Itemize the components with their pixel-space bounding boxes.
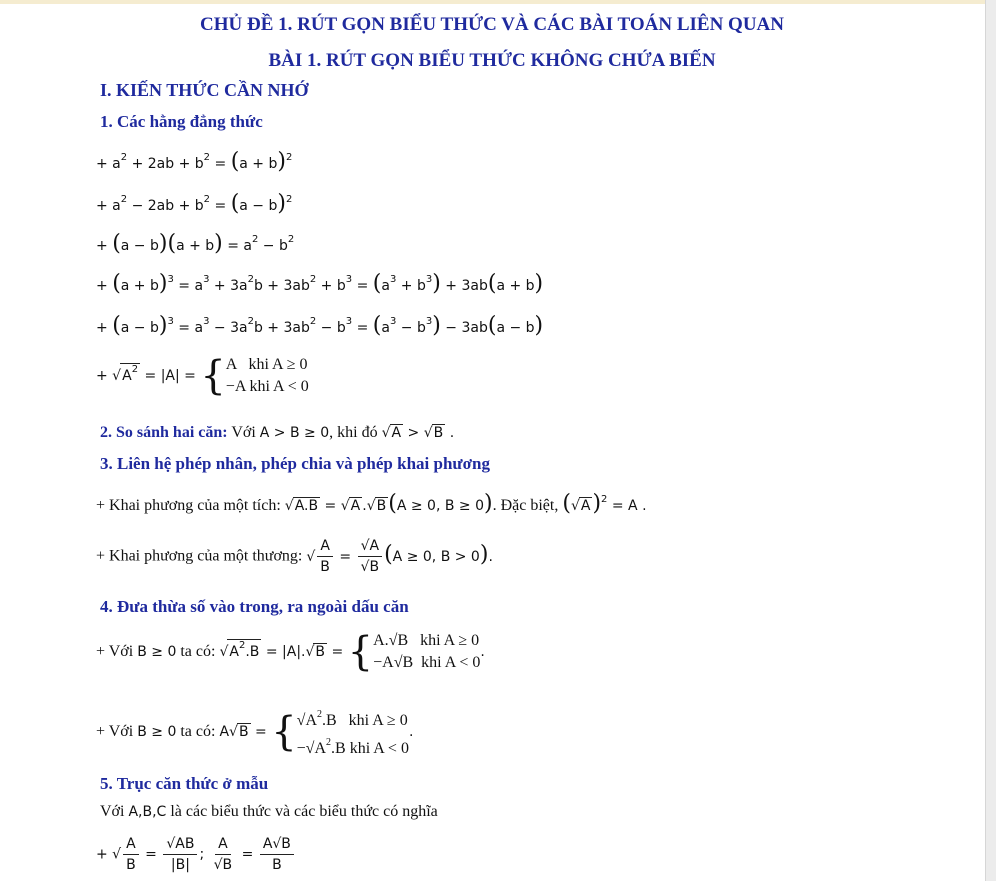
factor-in-with: + Với (96, 723, 134, 740)
compare-then-text: , khi đó (329, 424, 378, 441)
product-rule-formula: √A.B = √A .√B(A ≥ 0, B ≥ 0) (284, 491, 493, 516)
special-case-formula: $(√A)^2 = A$ . (562, 491, 647, 516)
identity-2: + $a^2 - 2ab + b^2 = (a - b)^2$ (96, 191, 293, 216)
subsection-4-title: 4. Đưa thừa số vào trong, ra ngoài dấu căn (100, 597, 409, 616)
product-rule-text: + Khai phương của một tích: (96, 497, 281, 514)
identity-4: + $(a + b)^3 = a^3 + 3a^2b + 3ab^2 + b^3 = (a^3 + b^3) + 3ab(a + b)$ (96, 271, 544, 296)
product-rule-line (96, 491, 647, 516)
factor-out-formula: $√A^2.B = |A|.√B$ = { A.√B khi A ≥ 0 −A√B khi A < 0 . (219, 629, 485, 675)
rationalize-text: là các biểu thức và các biểu thức có nghĩa (170, 803, 438, 820)
identity-5: + $(a - b)^3 = a^3 - 3a^2b + 3ab^2 - b^3 = (a^3 - b^3) - 3ab(a - b)$ (96, 313, 544, 338)
rationalize-formula: + √ $\frac{A}{B}$ = $\frac{√AB}{|B|}$ ; $\frac{A}{√B}$ = $\frac{A√B}{B}$ (96, 834, 296, 875)
subsection-1-title: 1. Các hằng đẳng thức (100, 112, 263, 131)
special-case-text: . Đặc biệt, (492, 497, 559, 514)
lesson-title: BÀI 1. RÚT GỌN BIỂU THỨC KHÔNG CHỨA BIẾN (268, 50, 716, 71)
factor-in-taco: ta có: (180, 723, 216, 740)
identity-3: + $(a - b)(a + b) = a^2 - b^2$ (96, 231, 295, 256)
quotient-rule-formula: √ $\frac{A}{B}$ = $\frac{√A}{√B}$ (A ≥ 0, B > 0). (306, 538, 493, 575)
subsection-2-title: 2. So sánh hai căn: (100, 424, 228, 441)
compare-roots-line (100, 424, 454, 442)
rationalize-vars: A,B,C (128, 804, 167, 820)
chapter-title: CHỦ ĐỀ 1. RÚT GỌN BIỂU THỨC VÀ CÁC BÀI TOÁN LIÊN QUAN (200, 14, 784, 35)
factor-in-formula: A√B = { $√A^2.B$ khi A ≥ 0 $-√A^2.B$ khi A < 0 . (219, 709, 414, 757)
factor-out-with: + Với (96, 643, 134, 660)
quotient-rule-text: + Khai phương của một thương: (96, 547, 303, 565)
compare-formula: √A > √B . (381, 425, 455, 441)
rationalize-with: Với (100, 803, 125, 820)
factor-out-condition: B ≥ 0 (137, 644, 177, 660)
identity-6: + $√A^2 = |A|$ = { A khi A ≥ 0 −A khi A < 0 (96, 353, 309, 399)
factor-out-taco: ta có: (180, 643, 216, 660)
factor-out-line (96, 630, 485, 674)
quotient-rule-line (96, 536, 493, 577)
identity-1: + $a^2 + 2ab + b^2 = (a + b)^2$ (96, 149, 293, 174)
subsection-5-title: 5. Trục căn thức ở mẫu (100, 774, 269, 793)
compare-condition: A > B ≥ 0 (259, 425, 330, 441)
subsection-3-title: 3. Liên hệ phép nhân, phép chia và phép khai phương (100, 454, 490, 473)
document-page (0, 4, 984, 881)
factor-in-condition: B ≥ 0 (137, 724, 177, 740)
scrollbar[interactable] (985, 0, 996, 881)
compare-with-text: Với (231, 424, 256, 441)
rationalize-intro (100, 803, 438, 821)
factor-in-line (96, 704, 413, 760)
section-title: I. KIẾN THỨC CẦN NHỚ (100, 80, 309, 100)
